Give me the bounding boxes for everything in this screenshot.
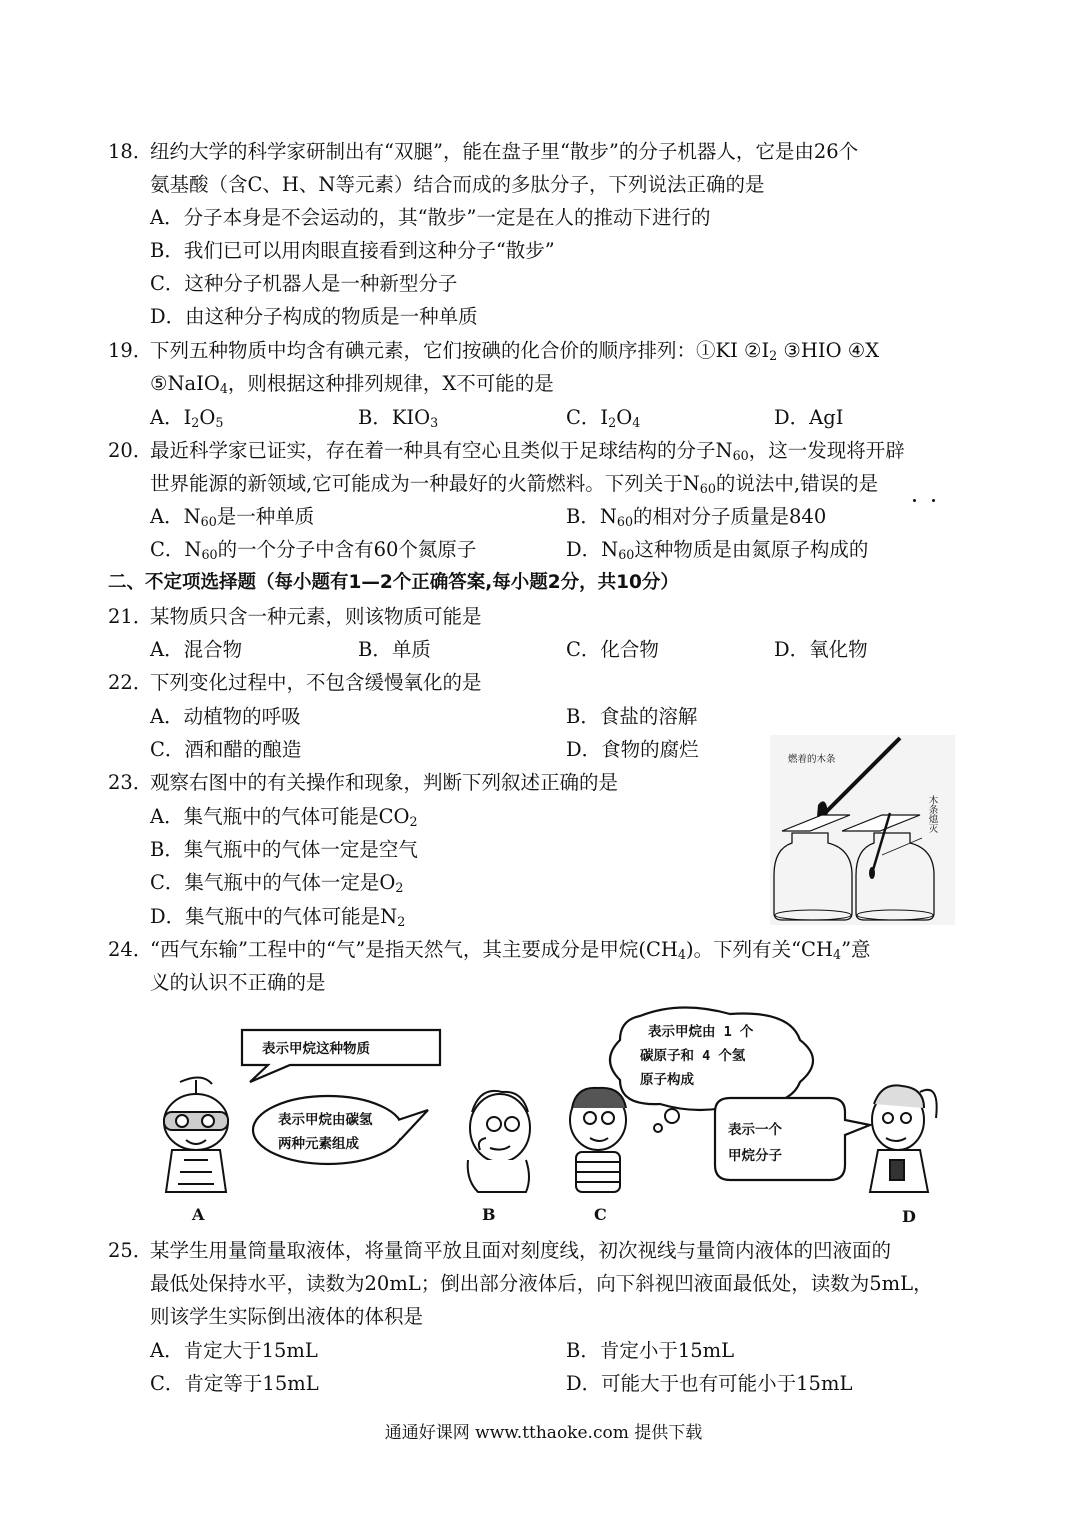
option-d: D．集气瓶中的气体可能是$N_2$ [150, 905, 406, 930]
character-a-icon [164, 1077, 228, 1192]
option-d: D．食物的腐烂 [566, 738, 699, 761]
speech-bubble-a [242, 1030, 440, 1082]
label-d: D [902, 1207, 916, 1226]
splint-tip-icon [869, 867, 875, 879]
question-stem: 下列五种物质中均含有碘元素，它们按碘的化合价的顺序排列：①KI $②I_2$ ③HIO ④X [150, 339, 880, 364]
bubble-c-text: 原子构成 [640, 1072, 694, 1088]
question-stem: 某物质只含一种元素，则该物质可能是 [150, 605, 482, 628]
speech-bubble-d [715, 1098, 870, 1180]
question-stem: 世界能源的新领域,它可能成为一种最好的火箭燃料。下列关于$N_{60}$的说法中,错误的是 [150, 472, 879, 497]
bubble-b-text: 两种元素组成 [278, 1136, 359, 1152]
question-stem: ⑤NaIO$_4$，则根据这种排列规律，X不可能的是 [150, 372, 554, 397]
cartoon-figure [150, 1000, 950, 1230]
option-c: C．化合物 [566, 638, 659, 661]
question-number: 25． [108, 1239, 153, 1262]
option-a: A．集气瓶中的气体可能是$CO_2$ [150, 805, 418, 830]
question-stem: 最低处保持水平，读数为20mL；倒出部分液体后，向下斜视凹液面最低处，读数为5mL， [150, 1272, 933, 1295]
option-b: B．我们已可以用肉眼直接看到这种分子“散步” [150, 239, 555, 262]
option-a: A．肯定大于15mL [150, 1339, 318, 1362]
emphasis-dot [913, 499, 916, 502]
label-c: C [594, 1205, 607, 1224]
option-c: C．$I_2O_4$ [566, 406, 641, 431]
option-d: D．氧化物 [774, 638, 868, 661]
question-stem: 氨基酸（含C、H、N等元素）结合而成的多肽分子，下列说法正确的是 [150, 173, 765, 196]
option-b: B．食盐的溶解 [566, 705, 698, 728]
bubble-b-text: 表示甲烷由碳氢 [278, 1112, 373, 1128]
bubble-c-text: 碳原子和 4 个氢 [640, 1048, 746, 1064]
label-burning-splint: 燃着的木条 [788, 754, 836, 765]
question-stem: 最近科学家已证实，存在着一种具有空心且类似于足球结构的分子$N_{60}$，这一发现将开辟 [150, 439, 905, 464]
question-number: 24． [108, 938, 153, 961]
label-a: A [192, 1205, 205, 1224]
question-number: 23． [108, 771, 153, 794]
option-c: C．$N_{60}$的一个分子中含有60个氮原子 [150, 538, 477, 563]
character-b-icon [468, 1091, 530, 1192]
option-a: A．$N_{60}$是一种单质 [150, 505, 315, 530]
page-footer: 通通好课网 www.tthaoke.com 提供下载 [384, 1423, 703, 1443]
gas-jar-figure [770, 735, 955, 925]
question-stem: 某学生用量筒量取液体，将量筒平放且面对刻度线，初次视线与量筒内液体的凹液面的 [150, 1239, 892, 1262]
option-c: C．集气瓶中的气体一定是$O_2$ [150, 871, 404, 896]
question-stem: 纽约大学的科学家研制出有“双腿”，能在盘子里“散步”的分子机器人，它是由26个 [150, 140, 859, 163]
option-d: D．可能大于也有可能小于15mL [566, 1372, 853, 1395]
option-b: B．集气瓶中的气体一定是空气 [150, 838, 418, 861]
option-b: B．肯定小于15mL [566, 1339, 735, 1362]
label-splint-out: 木条熄灭 [926, 795, 938, 833]
option-a: A．$I_2O_5$ [150, 406, 224, 431]
question-number: 18． [108, 140, 153, 163]
option-d: D．$N_{60}$这种物质是由氮原子构成的 [566, 538, 869, 563]
character-c-icon [570, 1088, 626, 1192]
question-number: 19． [108, 339, 153, 362]
bubble-a-text: 表示甲烷这种物质 [262, 1041, 370, 1057]
option-b: B．$KIO_3$ [358, 406, 439, 431]
question-stem: 下列变化过程中，不包含缓慢氧化的是 [150, 671, 482, 694]
bubble-c-text: 表示甲烷由 1 个 [648, 1024, 754, 1040]
character-d-icon [870, 1085, 937, 1192]
option-a: A．动植物的呼吸 [150, 705, 301, 728]
question-stem: 则该学生实际倒出液体的体积是 [150, 1305, 424, 1328]
question-stem: “西气东输”工程中的“气”是指天然气，其主要成分是甲烷$(CH_4)$。下列有关“$CH_4$”意 [150, 938, 871, 963]
option-b: B．$N_{60}$的相对分子质量是840 [566, 505, 827, 530]
emphasis-dot [932, 499, 935, 502]
speech-bubble-b [253, 1096, 428, 1164]
question-number: 21． [108, 605, 153, 628]
section-heading: 二、不定项选择题（每小题有1—2个正确答案,每小题2分，共10分） [108, 572, 679, 593]
option-d: D．由这种分子构成的物质是一种单质 [150, 305, 478, 328]
label-b: B [482, 1205, 496, 1224]
question-stem: 义的认识不正确的是 [150, 971, 326, 994]
option-d: D．AgI [774, 406, 844, 429]
option-c: C．酒和醋的酿造 [150, 738, 302, 761]
option-c: C．这种分子机器人是一种新型分子 [150, 272, 458, 295]
question-stem: 观察右图中的有关操作和现象，判断下列叙述正确的是 [150, 771, 619, 794]
option-a: A．混合物 [150, 638, 243, 661]
question-number: 22． [108, 671, 153, 694]
option-a: A．分子本身是不会运动的，其“散步”一定是在人的推动下进行的 [150, 206, 711, 229]
option-b: B．单质 [358, 638, 431, 661]
question-number: 20． [108, 439, 153, 462]
bubble-d-text: 甲烷分子 [728, 1148, 782, 1164]
option-c: C．肯定等于15mL [150, 1372, 319, 1395]
bubble-d-text: 表示一个 [728, 1122, 782, 1138]
